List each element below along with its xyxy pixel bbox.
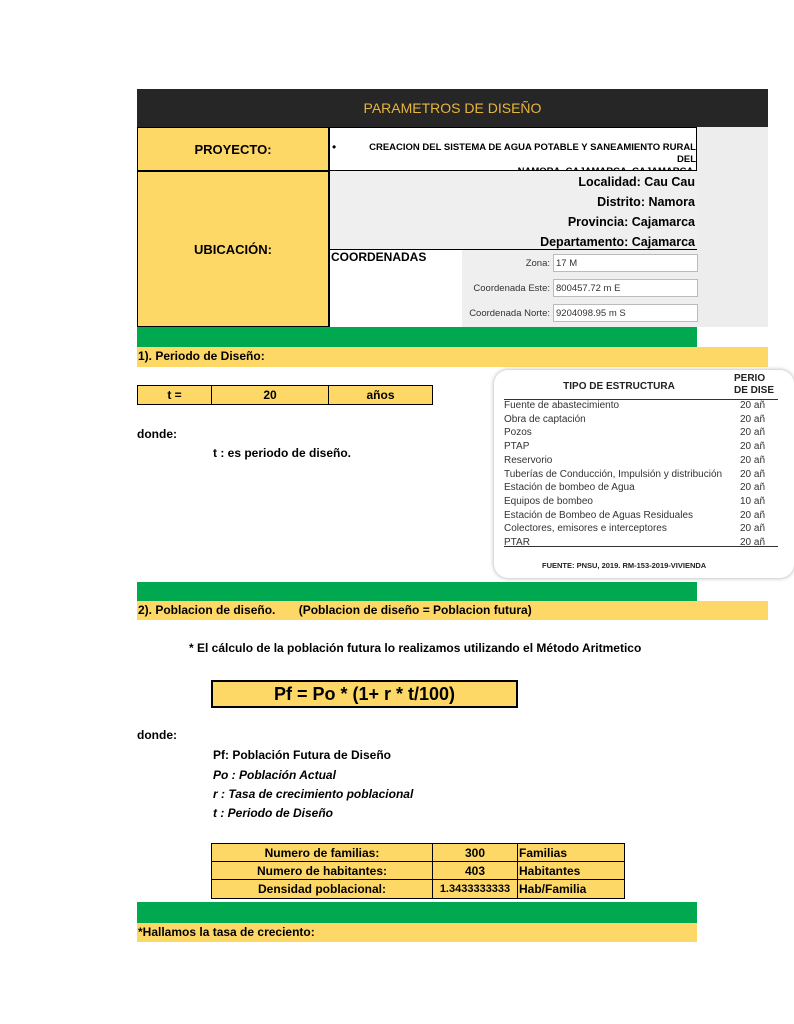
tipo-row-label: PTAR bbox=[504, 537, 530, 548]
tipo-row-periodo: 10 añ bbox=[740, 495, 766, 507]
formula-box: Pf = Po * (1+ r * t/100) bbox=[211, 680, 518, 708]
metodo-text: * El cálculo de la población futura lo realizamos utilizando el Método Aritmetico bbox=[189, 641, 642, 655]
page-title: PARAMETROS DE DISEÑO bbox=[363, 100, 542, 116]
tipo-row-periodo: 20 añ bbox=[740, 523, 766, 535]
tipo-row-periodo: 20 añ bbox=[740, 427, 766, 439]
t-unit: años bbox=[328, 385, 433, 405]
tipo-row-periodo: 20 añ bbox=[740, 454, 766, 466]
ubicacion-address bbox=[329, 171, 697, 249]
proyecto-text: CREACION DEL SISTEMA DE AGUA POTABLE Y SANEAMIENTO RURAL DEL bbox=[369, 142, 696, 165]
t-value: 20 bbox=[211, 385, 329, 405]
departamento: Departamento: Cajamarca bbox=[540, 235, 695, 249]
norte-field[interactable]: 9204098.95 m S bbox=[553, 304, 698, 322]
green-separator-2 bbox=[137, 582, 697, 601]
def-r: r : Tasa de crecimiento poblacional bbox=[213, 787, 414, 801]
tipo-row-periodo: 20 añ bbox=[740, 509, 766, 521]
norte-label: Coordenada Norte: bbox=[469, 308, 550, 319]
este-label: Coordenada Este: bbox=[473, 283, 550, 294]
green-separator-3 bbox=[137, 902, 697, 923]
tipo-row-periodo: 20 añ bbox=[740, 400, 766, 411]
habitantes-value: 403 bbox=[432, 861, 518, 880]
proyecto-value bbox=[329, 127, 697, 171]
tipo-row-label: Obra de captación bbox=[504, 413, 586, 425]
densidad-unit: Hab/Familia bbox=[517, 879, 625, 899]
familias-value: 300 bbox=[432, 843, 518, 862]
section-periodo-title: 1). Periodo de Diseño: bbox=[137, 347, 768, 367]
tipo-row-label: Reservorio bbox=[504, 454, 553, 466]
coordenadas-block bbox=[329, 249, 697, 327]
address-lines bbox=[540, 172, 695, 252]
donde-label-2: donde: bbox=[137, 728, 177, 742]
provincia: Provincia: Cajamarca bbox=[567, 215, 695, 229]
proyecto-label: PROYECTO: bbox=[137, 127, 329, 171]
tipo-row-label: Equipos de bombeo bbox=[504, 495, 593, 507]
def-t: t : Periodo de Diseño bbox=[213, 806, 334, 820]
zona-label: Zona: bbox=[525, 258, 550, 269]
densidad-value: 1.3433333333 bbox=[432, 879, 518, 899]
donde-label: donde: bbox=[137, 427, 177, 441]
t-label: t = bbox=[137, 385, 212, 405]
habitantes-unit: Habitantes bbox=[517, 861, 625, 880]
tipo-row-periodo: 20 añ bbox=[740, 482, 766, 494]
periodo-header: PERIO DE DISE bbox=[734, 373, 775, 396]
tipo-row-label: Tuberías de Conducción, Impulsión y distribución bbox=[504, 468, 723, 480]
right-gray-area bbox=[697, 127, 768, 327]
tipo-row-label: Estación de bombeo de Agua bbox=[504, 482, 635, 494]
habitantes-label: Numero de habitantes: bbox=[211, 861, 433, 880]
fuente-note: FUENTE: PNSU, 2019. RM-153-2019-VIVIENDA bbox=[542, 561, 707, 570]
green-separator bbox=[137, 327, 697, 347]
tipo-estructura-card bbox=[494, 370, 794, 578]
def-po: Po : Población Actual bbox=[213, 768, 336, 782]
coordenadas-label: COORDENADAS bbox=[330, 250, 462, 327]
familias-label: Numero de familias: bbox=[211, 843, 433, 862]
section-poblacion-title: 2). Poblacion de diseño. (Poblacion de diseño = Poblacion futura) bbox=[137, 601, 768, 620]
distrito: Distrito: Namora bbox=[597, 195, 695, 209]
tipo-header: TIPO DE ESTRUCTURA bbox=[563, 380, 675, 392]
ubicacion-label: UBICACIÓN: bbox=[137, 171, 329, 327]
tipo-row-periodo: 20 añ bbox=[740, 413, 766, 425]
zona-field[interactable]: 17 M bbox=[553, 254, 698, 272]
t-explain: t : es periodo de diseño. bbox=[213, 446, 352, 460]
tipo-row-label: Estación de Bombeo de Aguas Residuales bbox=[504, 509, 694, 521]
familias-unit: Familias bbox=[517, 843, 625, 862]
este-field[interactable]: 800457.72 m E bbox=[553, 279, 698, 297]
footer-rule bbox=[504, 546, 778, 547]
tipo-row-label: Colectores, emisores e interceptores bbox=[504, 523, 667, 535]
def-pf: Pf: Población Futura de Diseño bbox=[213, 748, 392, 762]
tipo-row-label: Pozos bbox=[504, 427, 532, 439]
tipo-row-periodo: 20 añ bbox=[740, 441, 766, 453]
header-bar bbox=[137, 89, 768, 127]
densidad-label: Densidad poblacional: bbox=[211, 879, 433, 899]
tipo-row-label: Fuente de abastecimiento bbox=[504, 400, 620, 411]
bullet: • bbox=[332, 140, 337, 154]
localidad: Localidad: Cau Cau bbox=[578, 175, 695, 189]
tipo-row-periodo: 20 añ bbox=[740, 468, 766, 480]
tipo-row-label: PTAP bbox=[504, 441, 530, 453]
tipo-row-periodo: 20 añ bbox=[740, 537, 766, 548]
section-tasa-title: *Hallamos la tasa de creciento: bbox=[137, 923, 697, 942]
